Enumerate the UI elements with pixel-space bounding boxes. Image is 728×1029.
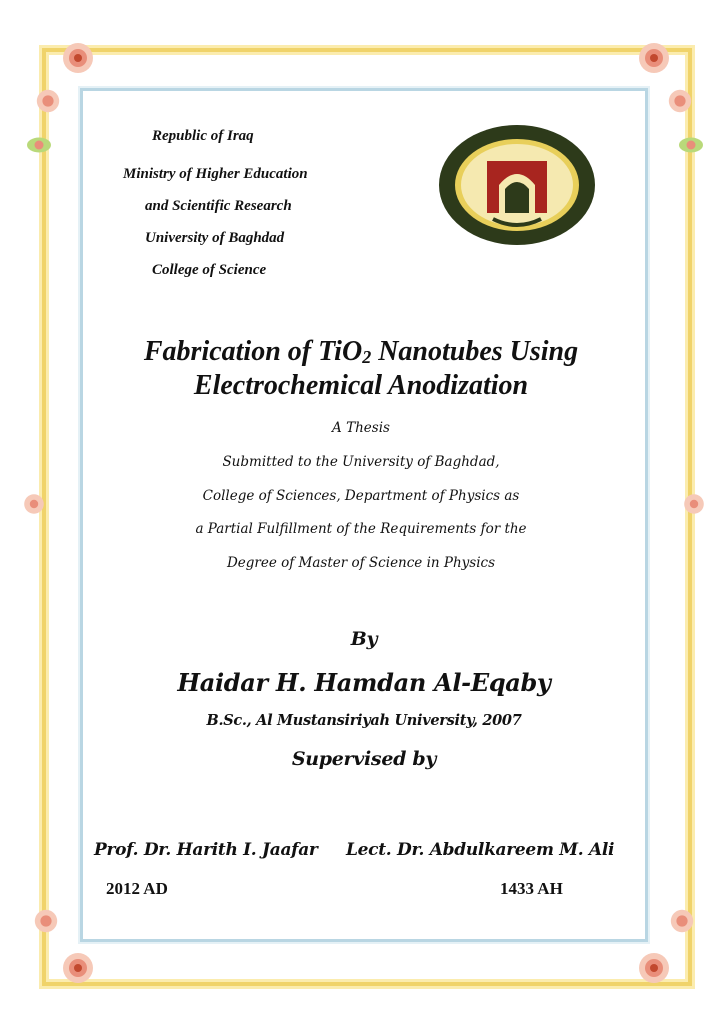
university-name: University of Baghdad <box>145 230 285 246</box>
flower-ornament-icon <box>30 905 62 937</box>
by-label: By <box>350 628 378 650</box>
thesis-label: A Thesis <box>332 420 390 436</box>
ministry-line-1: Ministry of Higher Education <box>123 166 308 182</box>
flower-ornament-icon <box>634 948 674 988</box>
flower-ornament-icon <box>666 905 698 937</box>
thesis-statement-line-4: Degree of Master of Science in Physics <box>226 555 496 571</box>
flower-ornament-icon <box>680 490 708 518</box>
flower-ornament-icon <box>20 490 48 518</box>
author-name: Haidar H. Hamdan Al-Eqaby <box>177 668 551 697</box>
supervisor-1: Prof. Dr. Harith I. Jaafar <box>94 840 318 860</box>
flower-ornament-icon <box>58 948 98 988</box>
thesis-statement-line-3: a Partial Fulfillment of the Requirements for the <box>195 521 527 537</box>
supervised-by-label: Supervised by <box>291 748 437 770</box>
author-degree: B.Sc., Al Mustansiriyah University, 2007 <box>206 712 522 729</box>
country-name: Republic of Iraq <box>152 128 254 144</box>
flower-ornament-icon <box>664 85 696 117</box>
flower-ornament-icon <box>634 38 674 78</box>
flower-ornament-icon <box>676 130 706 160</box>
flower-ornament-icon <box>32 85 64 117</box>
thesis-title-line-2: Electrochemical Anodization <box>193 370 529 401</box>
college-name: College of Science <box>152 262 267 278</box>
thesis-title-line-1: Fabrication of TiO$_2$ Nanotubes Using <box>143 336 579 367</box>
flower-ornament-icon <box>58 38 98 78</box>
thesis-statement-line-2: College of Sciences, Department of Physics as <box>202 488 520 504</box>
university-seal-logo <box>437 123 597 247</box>
thesis-statement-line-1: Submitted to the University of Baghdad, <box>222 454 500 470</box>
ministry-line-2: and Scientific Research <box>145 198 292 214</box>
supervisor-2: Lect. Dr. Abdulkareem M. Ali <box>346 840 615 860</box>
date-ah: 1433 AH <box>500 879 563 898</box>
flower-ornament-icon <box>24 130 54 160</box>
date-ad: 2012 AD <box>106 879 168 898</box>
